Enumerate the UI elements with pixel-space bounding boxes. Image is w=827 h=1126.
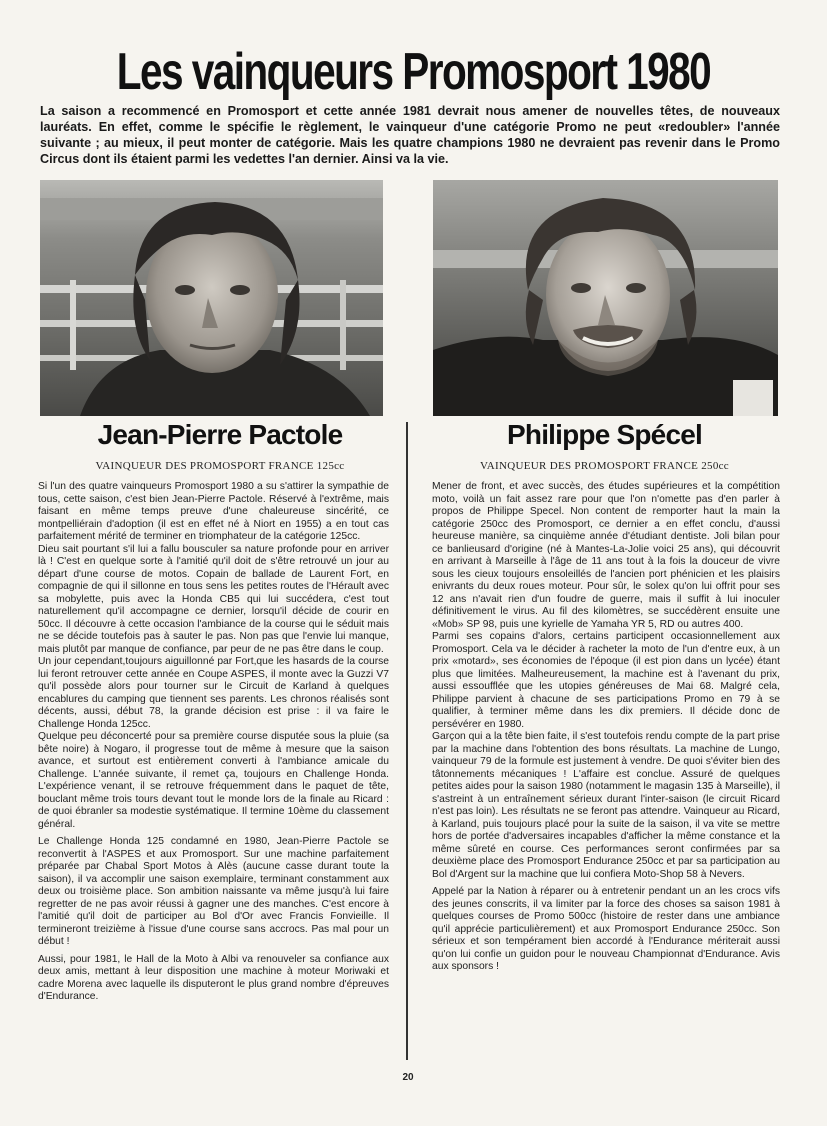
portrait-photo-specel [433, 180, 778, 416]
paragraph: Dieu sait pourtant s'il lui a fallu bousculer sa nature profonde pour en arriver là ! C'est en quelque sorte à l'amitié qu'il doit de s'être retrouvé un jour au départ d'une course de motos. Copain de ballade de Laurent Fort, en compagnie de qui il sillonne en tous sens les petites routes de l'Hérault avec sa mobylette, puis avec la Honda CB5 qui lui succédera, c'est tout naturellement qu'il accompagne ce dernier, lorsqu'il décide de courir en 50cc. Il découvre à cette occasion l'ambiance de la course qui le séduit mais ne se décide toutefois pas à sauter le pas. Non pas que l'envie lui manque, mais plutôt par manque de confiance, par peur de ne pas être dans le coup. [38, 543, 389, 655]
portrait-photo-pactole [40, 180, 383, 416]
article-column-pactole [38, 481, 389, 1004]
rider-subtitle-specel: VAINQUEUR DES PROMOSPORT FRANCE 250cc [479, 460, 729, 472]
paragraph: Garçon qui a la tête bien faite, il s'est toutefois rendu compte de la part prise par la machine dans l'obtention des bons résultats. La machine de Lungo, vainqueur 79 de la formule est justement à vendre. De quoi s'éviter bien des tâtonnements mécaniques ! L'affaire est conclue. Assuré de quelques petites aides pour la saison 1980 (notamment le magasin 135 à Marseille), il s'astreint à un entraînement sérieux durant l'inter-saison (le circuit Ricard n'est pas loin). Les résultats ne se feront pas attendre. Vainqueur au Ricard, à Karland, puis toujours placé pour la suite de la saison, il va vite se mettre hors de portée d'adversaires incapables d'afficher la même constance et la même sûreté en course. Ces performances seront confirmées par sa deuxième place des Promosport Endurance 250cc et par sa participation au Bol d'Argent sur la machine que lui confiera Moto-Shop 58 à Nevers. [432, 731, 780, 880]
column-divider [406, 422, 408, 1060]
paragraph: Parmi ses copains d'alors, certains participent occasionnellement aux Promosport. Cela va le décider à racheter la moto de l'un d'entre eux, à un prix «motard», ses économies de l'époque (il est pion dans un lycée) étant plus que limitées. Malheureusement, la machine est à l'avenant du prix, aussi essoufflée que les utopies généreuses de Mai 68. Malgré cela, Philippe parvient à chacune de ses participations Promo en 79 à se qualifier, à terminer même dans les dix premiers. Il décide donc de persévérer en 1980. [432, 631, 780, 730]
page-title: Les vainqueurs Promosport 1980 [116, 43, 711, 101]
intro-paragraph: La saison a recommencé en Promosport et cette année 1981 devrait nous amener de nouvelles têtes, de nouveaux lauréats. En effet, comme le spécifie le règlement, le vainqueur d'une catégorie Promo ne peut «redoubler» l'année suivante ; au mieux, il peut monter de catégorie. Mais les quatre champions 1980 ne devraient pas revenir dans le Promo Circus dont ils étaient parmi les vedettes l'an dernier. Ainsi va la vie. [40, 104, 780, 166]
paragraph: Un jour cependant,toujours aiguillonné par Fort,que les hasards de la course lui feront retrouver cette année en Coupe ASPES, il monte avec la Guzzi V7 qu'il possède alors pour tourner sur le Circuit de Karland à quelques encablures du camping que tiennent ses parents. Les chronos réalisés sont décents, aussi, début 78, la grande décision est prise : il va faire le Challenge Honda 125cc. [38, 656, 389, 730]
article-column-specel [432, 481, 780, 974]
paragraph: Appelé par la Nation à réparer ou à entretenir pendant un an les crocs vifs des jeunes conscrits, il va limiter par la force des choses sa saison 1981 à quelques courses de Promo 500cc (histoire de rester dans une ambiance qu'il apprécie particulièrement) et aux Promosport Endurance 250cc. Son sérieux et son tempérament bien accordé à l'Endurance mériterait aussi qu'on lui confie un guidon pour le nouveau Championnat d'Endurance. Avis aux sponsors ! [432, 886, 780, 972]
paragraph: Aussi, pour 1981, le Hall de la Moto à Albi va renouveler sa confiance aux deux amis, mettant à leur disposition une machine à moteur Moriwaki et cadre Morena avec laquelle ils disputeront le plus grand nombre d'épreuves d'Endurance. [38, 953, 389, 1002]
rider-name-specel: Philippe Spécel [507, 419, 702, 450]
paragraph: Le Challenge Honda 125 condamné en 1980, Jean-Pierre Pactole se reconvertit à l'ASPES et aux Promosport. Sur une machine parfaitement préparée par Chabal Sport Motos à Alès (aucune casse durant toute la saison), il va accomplir une saison exemplaire, terminant constamment aux deux ou troisième place. Son ambition naissante va même jusqu'à lui faire regretter de ne pas avoir réussi à gagner une des manches. C'est encore à l'amitié qu'il doit de participer au Bol d'Or avec Francis Fonvieille. Il termineront treizième à l'issue d'une course sans accrocs. Pas mal pour un début ! [38, 836, 389, 947]
rider-name-pactole: Jean-Pierre Pactole [97, 419, 343, 450]
paragraph: Si l'un des quatre vainqueurs Promosport 1980 a su s'attirer la sympathie de tous, cette saison, c'est bien Jean-Pierre Pactole. Réservé à l'extrême, mais faisant en même temps preuve d'une chaleureuse sincérité, ce montpelliérain d'adoption (il est en effet né à Niort en 1955) a en tout cas parfaitement mérité de terminer en triomphateur de la catégorie 125cc. [38, 481, 389, 542]
page-number: 20 [402, 1072, 414, 1083]
paragraph: Mener de front, et avec succès, des études supérieures et la compétition moto, voilà un fait assez rare pour que l'on n'omette pas d'en parler à propos de Philippe Specel. Non content de remporter haut la main la catégorie 250cc des Promosport, ce dernier a en effet conclu, d'aussi heureuse manière, sa cinquième année d'étudiant dentiste. Joli bilan pour ce banlieusard d'origine (né à Mantes-La-Jolie voici 25 ans), qui découvrit en arrivant à Marseille à l'âge de 11 ans tout à la fois la douceur de vivre sous les cieux toujours ensoleillés de l'ancien port phénicien et les plaisirs enivrants du deux roues moteur. Pour sûr, le solex qu'on lui offrit pour ses 12 ans n'avait rien d'un foudre de guerre, mais il suffit à lui inoculer définitivement le virus. Au fil des kilomètres, se succédèrent ensuite une «Mob» SP 98, puis une kyrielle de Yamaha YR 5, RD ou autres 400. [432, 481, 780, 630]
paragraph: Quelque peu déconcerté pour sa première course disputée sous la pluie (sa bête noire) à Nogaro, il progresse tout de même à mesure que la saison avance, et surtout est entièrement converti à l'ambiance amicale du Challenge. L'année suivante, il remet ça, toujours en Challenge Honda. L'expérience venant, il se retrouve fréquemment dans le paquet de tête, bouclant même trois tours devant tout le monde lors de la finale au Ricard : de quoi ébranler sa modestie systématique. Il termine 10ème du classement général. [38, 731, 389, 830]
rider-subtitle-pactole: VAINQUEUR DES PROMOSPORT FRANCE 125cc [95, 460, 345, 472]
